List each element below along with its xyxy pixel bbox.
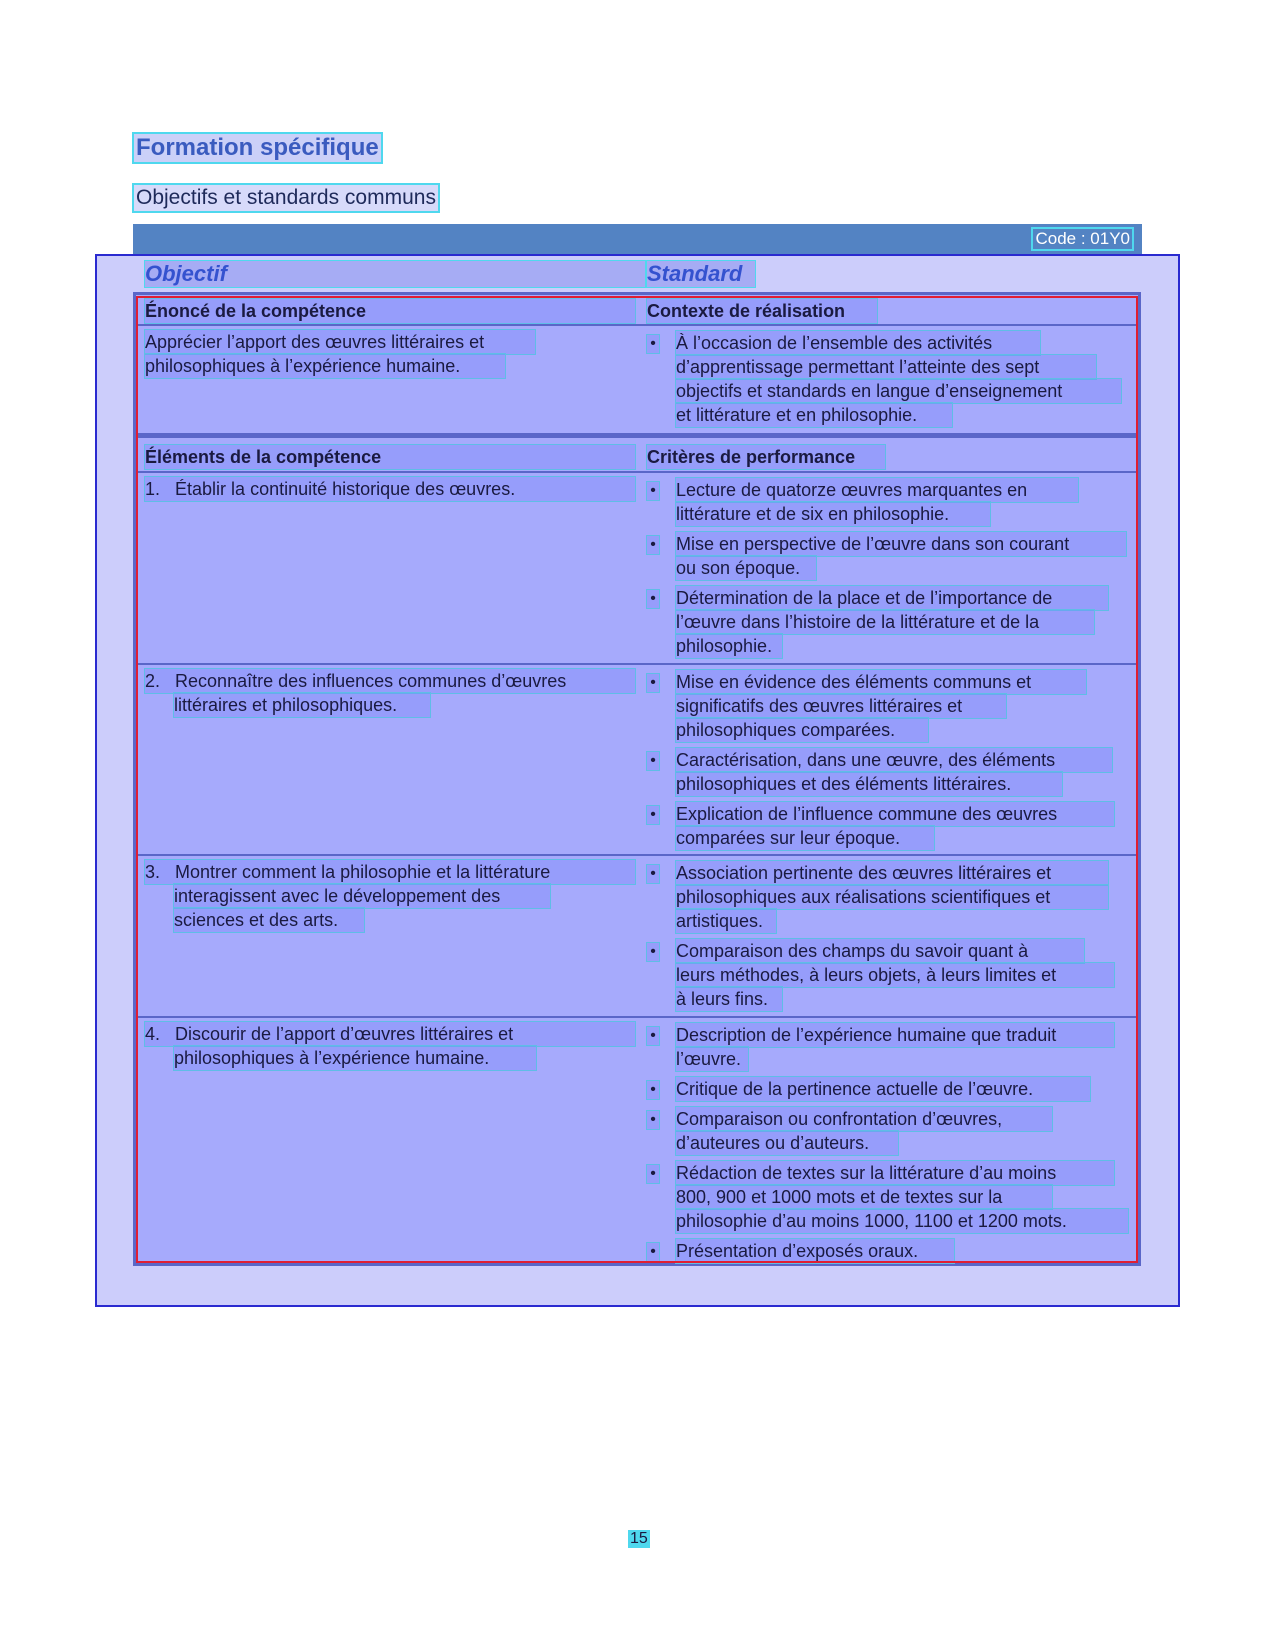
code-bar [133,224,1142,254]
competence-text-line: Apprécier l’apport des œuvres littéraires et [145,330,535,354]
context-line: objectifs et standards en langue d’enseignement [676,379,1121,403]
criterion-line: 800, 900 et 1000 mots et de textes sur la [676,1185,1052,1209]
element-text-cont: interagissent avec le développement des [174,884,550,908]
bullet-icon: • [647,943,659,961]
criterion-line: Description de l’expérience humaine que traduit [676,1023,1114,1047]
element-number: 1. [145,479,161,499]
column-headers [145,261,1135,287]
criterion-line: philosophiques aux réalisations scientifiques et [676,885,1108,909]
criterion-line: à leurs fins. [676,987,782,1011]
page-number: 15 [630,1530,648,1547]
section-subtitle: Objectifs et standards communs [136,186,436,209]
bullet-icon: • [647,806,659,824]
bullet-icon: • [647,536,659,554]
criterion-line: leurs méthodes, à leurs objets, à leurs limites et [676,963,1114,987]
bullet-icon: • [647,1111,659,1129]
element-item-2 [145,669,635,693]
criterion-line: philosophiques comparées. [676,718,928,742]
criteria-label: Critères de performance [647,445,885,469]
element-text: Montrer comment la philosophie et la littérature [175,862,551,882]
row-divider [136,471,1136,473]
criterion-line: d’auteures ou d’auteurs. [676,1131,898,1155]
element-text: Établir la continuité historique des œuvres. [175,479,516,499]
section-divider [136,433,1136,438]
bullet-icon: • [647,590,659,608]
row-divider [136,1016,1136,1018]
bullet-icon: • [647,752,659,770]
objective-header: Objectif [145,261,645,287]
criterion-line: Critique de la pertinence actuelle de l’œuvre. [676,1077,1090,1101]
element-text: Reconnaître des influences communes d’œuvres [175,671,567,691]
criterion-line: Mise en perspective de l’œuvre dans son courant [676,532,1126,556]
section-title: Formation spécifique [136,134,379,161]
element-number: 3. [145,862,161,882]
bullet-icon: • [647,674,659,692]
criterion-line: Caractérisation, dans une œuvre, des éléments [676,748,1112,772]
criterion-line: significatifs des œuvres littéraires et [676,694,1006,718]
context-line: À l’occasion de l’ensemble des activités [676,331,1040,355]
bullet-icon: • [647,1165,659,1183]
element-item-4 [145,1022,635,1046]
element-number: 4. [145,1024,161,1044]
element-text-cont: littéraires et philosophiques. [174,693,430,717]
context-label: Contexte de réalisation [647,299,877,323]
bullet-icon: • [647,865,659,883]
criterion-line: Lecture de quatorze œuvres marquantes en [676,478,1078,502]
bullet-icon: • [647,1027,659,1045]
row-divider [136,324,1136,326]
criterion-line: comparées sur leur époque. [676,826,934,850]
element-text-cont: philosophiques à l’expérience humaine. [174,1046,536,1070]
context-line: d’apprentissage permettant l’atteinte des sept [676,355,1096,379]
elements-label: Éléments de la compétence [145,445,635,469]
criterion-line: philosophiques et des éléments littéraires. [676,772,1062,796]
row-divider [136,854,1136,856]
criterion-line: littérature et de six en philosophie. [676,502,990,526]
criterion-line: Rédaction de textes sur la littérature d’au moins [676,1161,1114,1185]
element-item-3 [145,860,635,884]
bullet-icon: • [647,1243,659,1261]
competence-text-line: philosophiques à l’expérience humaine. [145,354,505,378]
criterion-line: Explication de l’influence commune des œuvres [676,802,1114,826]
competence-label: Énoncé de la compétence [145,299,635,323]
criterion-line: ou son époque. [676,556,816,580]
criterion-line: Détermination de la place et de l’importance de [676,586,1108,610]
element-item-1 [145,477,635,501]
bullet-icon: • [647,1081,659,1099]
bullet-icon: • [647,335,659,353]
course-code: Code : 01Y0 [1035,229,1130,248]
criterion-line: Comparaison des champs du savoir quant à [676,939,1084,963]
context-line: et littérature et en philosophie. [676,403,952,427]
standard-header: Standard [647,261,755,287]
element-number: 2. [145,671,161,691]
criterion-line: philosophie. [676,634,782,658]
criterion-line: philosophie d’au moins 1000, 1100 et 1200 mots. [676,1209,1128,1233]
criterion-line: Mise en évidence des éléments communs et [676,670,1086,694]
criterion-line: artistiques. [676,909,776,933]
row-divider [136,663,1136,665]
criterion-line: l’œuvre dans l’histoire de la littérature et de la [676,610,1094,634]
element-text: Discourir de l’apport d’œuvres littéraires et [175,1024,514,1044]
criterion-line: Association pertinente des œuvres littéraires et [676,861,1108,885]
bullet-icon: • [647,482,659,500]
criterion-line: Présentation d’exposés oraux. [676,1239,954,1263]
element-text-cont: sciences et des arts. [174,908,364,932]
criterion-line: Comparaison ou confrontation d’œuvres, [676,1107,1052,1131]
criterion-line: l’œuvre. [676,1047,748,1071]
